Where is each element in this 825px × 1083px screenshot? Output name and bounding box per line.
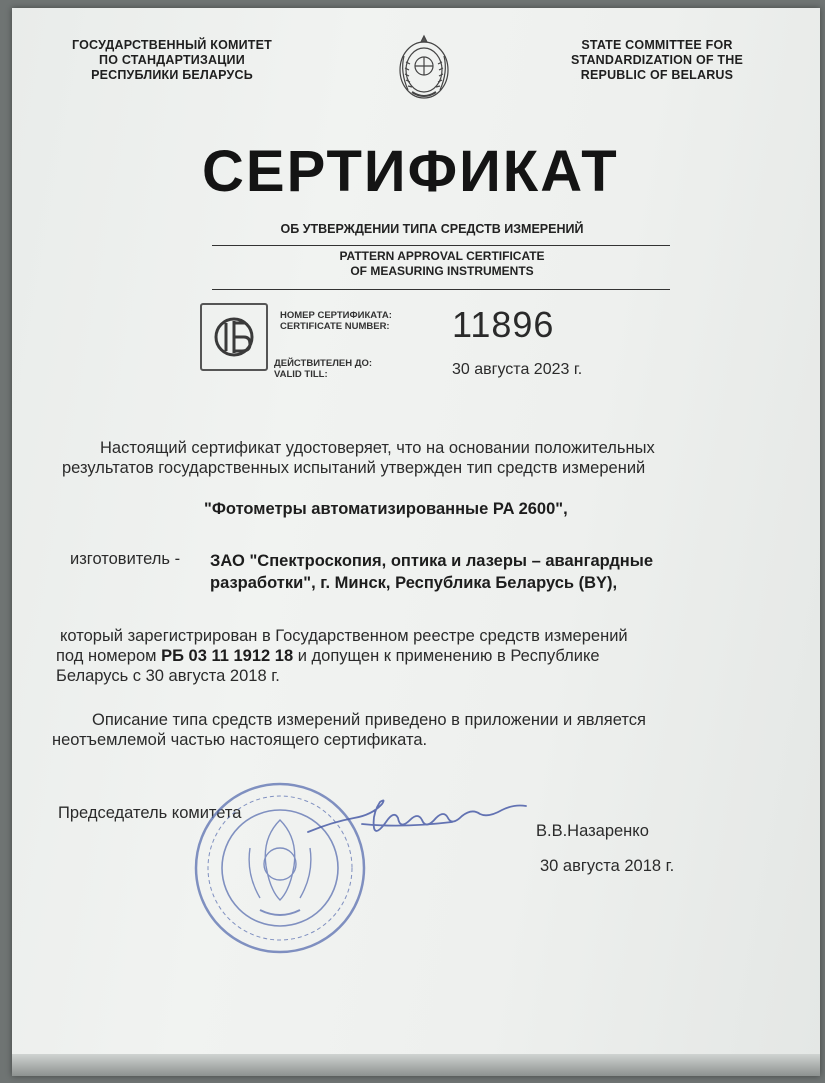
manufacturer-label: изготовитель - [70,550,181,568]
para4-line2: неотъемлемой частью настоящего сертификата. [52,731,428,749]
valid-label [274,358,372,380]
signature-date: 30 августа 2018 г. [540,857,675,875]
number-label-en: CERTIFICATE NUMBER: [280,321,390,332]
certificate-sheet [12,8,820,1076]
header-en-line-1: STATE COMMITTEE FOR [581,38,733,52]
header-ru-line-2: ПО СТАНДАРТИЗАЦИИ [99,53,245,67]
para4-line1: Описание типа средств измерений приведено в приложении и является [92,711,646,729]
registry-number: РБ 03 11 1912 18 [161,647,294,665]
certificate-title: СЕРТИФИКАТ [202,139,619,204]
stb-logo-icon [200,303,268,371]
subtitle-en [222,249,662,279]
signatory-position: Председатель комитета [58,804,242,822]
subtitle-en-line-2: OF MEASURING INSTRUMENTS [350,264,534,278]
manufacturer-line1: ЗАО "Спектроскопия, оптика и лазеры – авангардные [210,552,654,570]
header-en-line-2: STANDARDIZATION OF THE [571,53,743,67]
header-en [532,38,782,83]
signatory-name: В.В.Назаренко [536,822,649,840]
manufacturer-line2: разработки", г. Минск, Республика Беларусь (BY), [210,574,618,592]
subtitle-rule-1 [212,245,670,246]
header-ru [52,38,292,83]
header-en-line-3: REPUBLIC OF BELARUS [580,68,734,82]
number-label [280,310,392,332]
para1-line2: результатов государственных испытаний утвержден тип средств измерений [62,459,646,477]
subtitle-rule-2 [212,289,670,290]
para3-line2-a: под номером [56,647,157,665]
para1-line1: Настоящий сертификат удостоверяет, что на основании положительных [100,439,655,457]
instrument-name: "Фотометры автоматизированные PA 2600", [204,500,568,518]
certificate-number: 11896 [452,304,555,345]
para3-line2 [56,646,600,666]
sheet-bottom-edge [12,1054,820,1076]
handwritten-signature-icon [302,788,532,848]
header-ru-line-3: РЕСПУБЛИКИ БЕЛАРУСЬ [91,68,253,82]
valid-label-en: VALID TILL: [274,369,328,380]
number-label-ru: НОМЕР СЕРТИФИКАТА: [280,310,392,321]
subtitle-ru: ОБ УТВЕРЖДЕНИИ ТИПА СРЕДСТВ ИЗМЕРЕНИЙ [280,222,584,236]
para3-line3: Беларусь с 30 августа 2018 г. [56,667,280,685]
header-ru-line-1: ГОСУДАРСТВЕННЫЙ КОМИТЕТ [71,38,273,52]
valid-label-ru: ДЕЙСТВИТЕЛЕН ДО: [274,358,373,369]
valid-till-date: 30 августа 2023 г. [452,361,583,378]
para3-line1: который зарегистрирован в Государственном реестре средств измерений [60,627,628,645]
para3-line2-b: и допущен к применению в Республике [297,647,600,665]
subtitle-en-line-1: PATTERN APPROVAL CERTIFICATE [339,249,545,263]
state-emblem-icon [394,32,454,104]
